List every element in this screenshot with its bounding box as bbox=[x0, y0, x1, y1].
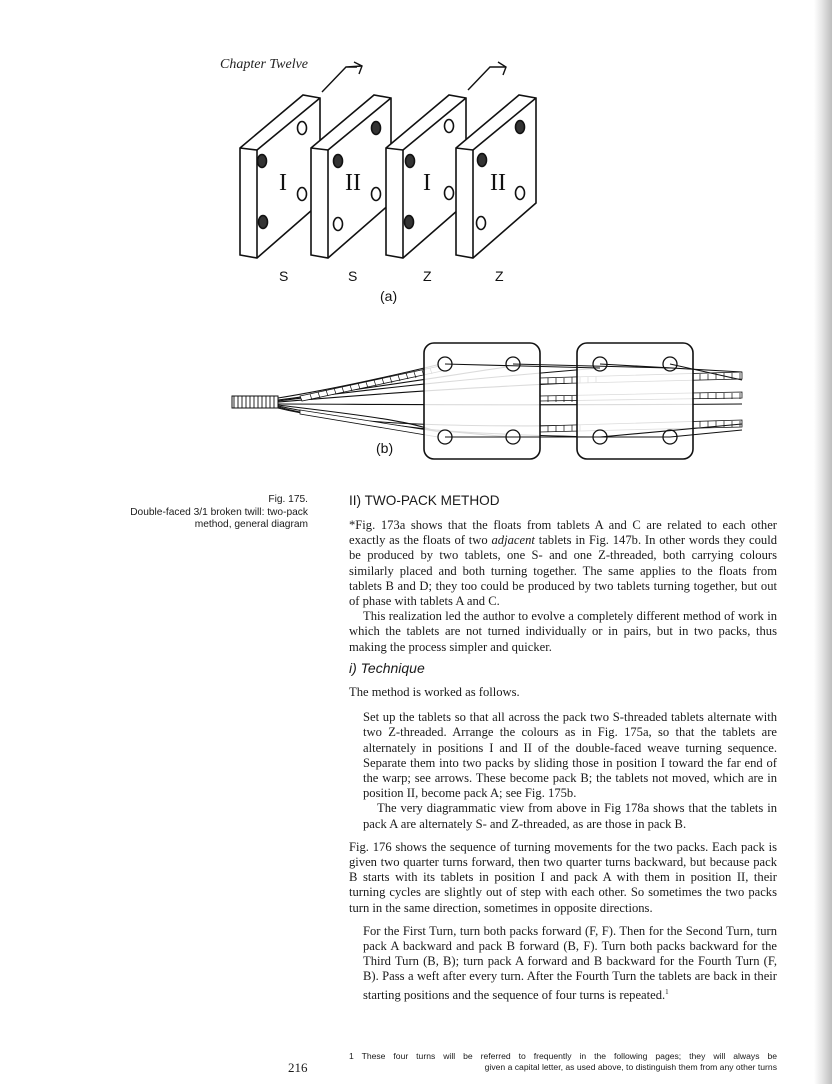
caption-line-1: Double-faced 3/1 broken twill: two-pack bbox=[130, 506, 308, 518]
para1-after: tablets in Fig. 147b. In other words they could be produced by two tablets, one S- and one Z-threaded, both carrying colours similarly placed and both turning together. The same applies to the floats from tablets B and D; they too could be produced by two tablets turning together, but out of phase with tablets A and C. bbox=[349, 533, 777, 609]
footnote-line-2: given a capital letter, as used above, to distinguish them from any other turns bbox=[484, 1061, 777, 1072]
paragraph-4: Set up the tablets so that all across the pack two S-threaded tablets alternate with two Z-threaded. Arrange the colours as in Fig. 175a, so that the tablets are alternately in positions I and II of the double-faced weave turning sequence. Separate them into two packs by sliding those in position I toward the far end of the warp; see arrows. These become pack B; the tablets not moved, which are in position II, become pack A; see Fig. 175b. bbox=[363, 710, 777, 801]
numeral-3: I bbox=[423, 170, 431, 196]
panel-a-label: (a) bbox=[380, 288, 398, 304]
paragraph-6: Fig. 176 shows the sequence of turning movements for the two packs. Each pack is given two quarter turns forward, then two quarter turns backward, but because pack B starts with its tablets in position I and pack A with them in position II, their turning cycles are slightly out of step with each other. So sometimes the two packs turn in the same direction, sometimes in opposite directions. bbox=[349, 839, 777, 915]
threading-label-4: Z bbox=[495, 268, 504, 284]
warp-diagram bbox=[232, 343, 742, 459]
running-head: Chapter Twelve bbox=[220, 57, 309, 72]
caption-line-2: method, general diagram bbox=[194, 519, 308, 530]
body-text-bottom bbox=[349, 685, 777, 1003]
paragraph-5: The very diagrammatic view from above in Fig 178a shows that the tablets in pack A are alternately S- and Z-threaded, as are those in pack B. bbox=[363, 801, 777, 831]
section-heading: II) TWO-PACK METHOD bbox=[349, 493, 500, 508]
indented-block-2 bbox=[349, 924, 777, 1003]
paragraph-7 bbox=[363, 924, 777, 1003]
figure-175 bbox=[0, 0, 832, 470]
body-text-top bbox=[349, 518, 777, 655]
arrow-1-icon bbox=[322, 66, 362, 92]
indented-block-1 bbox=[349, 710, 777, 832]
numeral-2: II bbox=[345, 170, 361, 196]
arrow-2-icon bbox=[468, 67, 505, 90]
paragraph-1 bbox=[349, 518, 777, 609]
threading-label-2: S bbox=[348, 268, 358, 284]
threading-label-3: Z bbox=[423, 268, 432, 284]
footnote bbox=[349, 1051, 777, 1072]
para1-before: *Fig. 173a shows that the floats from tablets A and C are related to each other exactly as the floats of two bbox=[349, 518, 777, 548]
arrow-1-head bbox=[354, 62, 362, 74]
numeral-1: I bbox=[279, 170, 287, 196]
footnote-marker: 1 bbox=[349, 1051, 354, 1061]
footnote-text-1: These four turns will be referred to frequently in the following pages; they will always be bbox=[361, 1051, 777, 1061]
numeral-4: II bbox=[490, 170, 506, 196]
threading-label-1: S bbox=[279, 268, 289, 284]
page-number: 216 bbox=[288, 1060, 308, 1075]
caption-number: Fig. 175. bbox=[268, 494, 308, 505]
panel-b-label: (b) bbox=[376, 440, 394, 456]
para7-text: For the First Turn, turn both packs forward (F, F). Then for the Second Turn, turn pack A backward and pack B forward (B, F). Turn both packs backward for the Third Turn (B, B); turn pack A forward and B backward for the Fourth Turn (F, B). Pass a weft after every turn. After the Fourth Turn the tablets are back in their starting positions and the sequence of four turns is repeated. bbox=[363, 923, 777, 1002]
para1-italic: adjacent bbox=[491, 533, 535, 548]
figure-caption bbox=[100, 494, 308, 532]
subheading-technique: i) Technique bbox=[349, 660, 425, 676]
paragraph-3: The method is worked as follows. bbox=[349, 685, 520, 699]
arrow-2-head bbox=[498, 62, 506, 75]
footnote-ref: 1 bbox=[665, 987, 669, 996]
paragraph-2: This realization led the author to evolve a completely different method of work in which the tablets are not turned individually or in pairs, but in two packs, thus making the process simpler and quicker. bbox=[349, 609, 777, 654]
footnote-line-1 bbox=[349, 1051, 777, 1062]
